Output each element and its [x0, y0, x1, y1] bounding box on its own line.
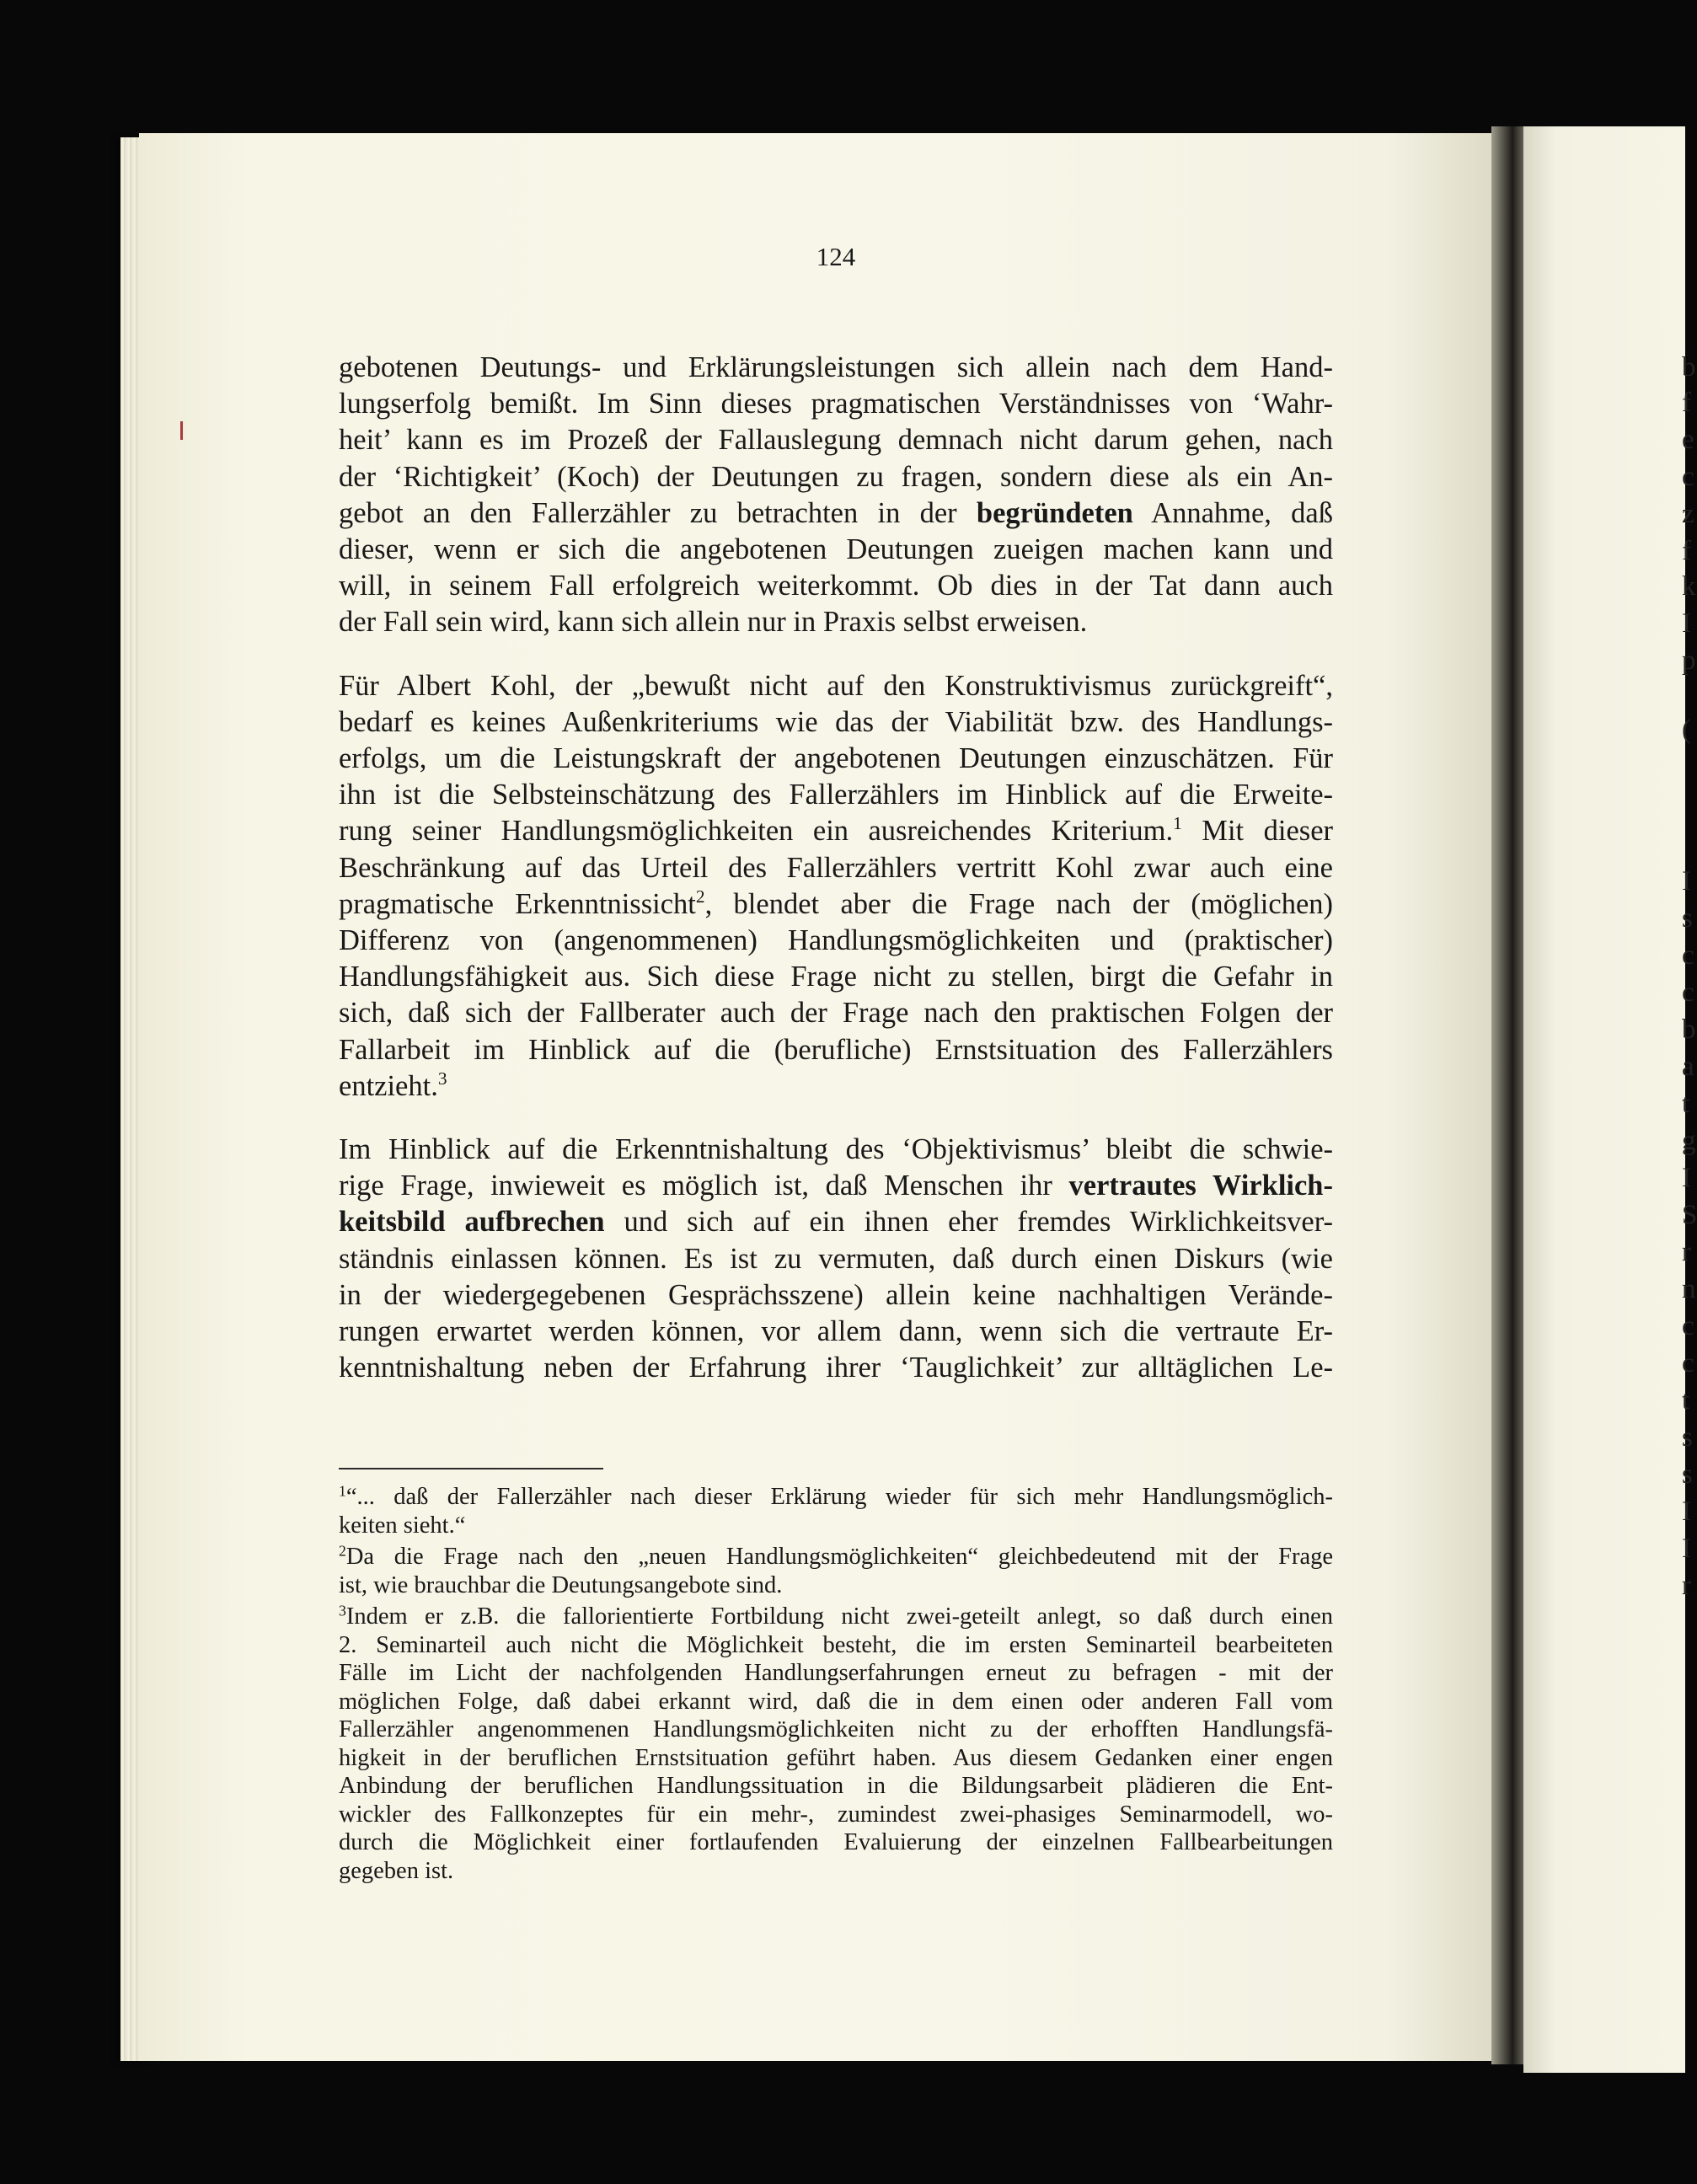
text-run: Da die Frage nach den „neuen Handlungsmöglichkeiten“ gleichbedeutend mit der Frage	[345, 1544, 1333, 1570]
bold-term: vertrautes Wirklich-	[1068, 1170, 1333, 1202]
right-page-fragment: b	[1682, 1014, 1696, 1045]
text-run: Annahme, daß	[1132, 496, 1333, 529]
right-page-fragment: s	[1682, 1422, 1693, 1453]
right-page-fragment: c	[1682, 940, 1694, 971]
right-page-fragment: a	[1682, 1052, 1694, 1082]
text-line: rungen erwartet werden können, vor allem dann, wenn sich die vertraute Er-	[339, 1315, 1333, 1348]
right-page-edge	[1523, 126, 1697, 2073]
text-line: sich, daß sich der Fallberater auch der Frage nach den praktischen Folgen der	[339, 997, 1333, 1030]
footnote-line	[339, 1483, 1333, 1512]
right-page-fragment: f	[1682, 536, 1691, 566]
text-line	[339, 886, 1333, 923]
footnote-line	[339, 1543, 1333, 1571]
right-page-fragment: t	[1682, 1385, 1690, 1416]
footnote-line: Fallerzähler angenommenen Handlungsmöglichkeiten nicht zu der erhofften Handlungsfä-	[339, 1716, 1333, 1742]
paragraph-2	[339, 668, 1333, 1105]
footnote-line: 2. Seminarteil auch nicht die Möglichkeit besteht, die im ersten Seminarteil bearbeiteten	[339, 1631, 1333, 1658]
text-run: rige Frage, inwieweit es möglich ist, daß Menschen ihr	[339, 1170, 1069, 1202]
footnote-line: Fälle im Licht der nachfolgenden Handlungserfahrungen erneut zu befragen - mit der	[339, 1660, 1333, 1686]
footnote-line: keiten sieht.“	[339, 1512, 466, 1539]
text-line: Im Hinblick auf die Erkenntnishaltung des ‘Objektivismus’ bleibt die schwie-	[339, 1133, 1333, 1166]
footnote-3	[339, 1603, 1333, 1885]
paragraph-1	[339, 350, 1333, 641]
right-page-fragment: n	[1682, 1274, 1696, 1304]
bold-term: keitsbild aufbrechen	[339, 1206, 605, 1239]
text-line	[339, 1068, 1333, 1105]
text-line	[339, 813, 1333, 849]
text-line: Fallarbeit im Hinblick auf die (berufliche) Ernstsituation des Fallerzählers	[339, 1033, 1333, 1066]
text-line: kenntnishaltung neben der Erfahrung ihrer ‘Tauglichkeit’ zur alltäglichen Le-	[339, 1352, 1333, 1384]
text-run: und sich auf ein ihnen eher fremdes Wirklichkeitsver-	[604, 1206, 1333, 1239]
footnote-1	[339, 1483, 1333, 1539]
right-page-fragment: I	[1682, 866, 1691, 897]
right-page-fragment: I	[1682, 1496, 1691, 1527]
text-line: lungserfolg bemißt. Im Sinn dieses pragmatischen Verständnisses von ‘Wahr-	[339, 388, 1333, 420]
right-page-fragment: I	[1682, 608, 1691, 639]
text-line: bedarf es keines Außenkriteriums wie das der Viabilität bzw. des Handlungs-	[339, 705, 1333, 738]
text-line: der ‘Richtigkeit’ (Koch) der Deutungen zu fragen, sondern diese als ein An-	[339, 460, 1333, 493]
right-page-fragment: b	[1682, 352, 1696, 383]
right-page-fragment: z	[1682, 499, 1694, 529]
footnote-separator	[339, 1468, 603, 1469]
page-number: 124	[816, 242, 856, 271]
text-line: Differenz von (angenommenen) Handlungsmöglichkeiten und (praktischer)	[339, 924, 1333, 957]
text-run: rung seiner Handlungsmöglichkeiten ein ausreichendes Kriterium.	[339, 815, 1174, 848]
footnote-2	[339, 1543, 1333, 1599]
book-gutter	[1491, 126, 1527, 2064]
footnote-mark: 2	[339, 1542, 346, 1560]
right-page-fragment: I	[1682, 1163, 1691, 1193]
right-page-fragment: s	[1682, 1459, 1693, 1490]
right-page-fragment: r	[1682, 1571, 1691, 1601]
text-line: Handlungsfähigkeit aus. Sich diese Frage nicht zu stellen, birgt die Gefahr in	[339, 961, 1333, 993]
text-line: heit’ kann es im Prozeß der Fallauslegung demnach nicht darum gehen, nach	[339, 424, 1333, 457]
footnote-mark: 3	[339, 1602, 346, 1619]
text-line: der Fall sein wird, kann sich allein nur in Praxis selbst erweisen.	[339, 606, 1088, 639]
right-page-fragment: r	[1682, 1237, 1691, 1267]
right-page-fragment: t	[1682, 1089, 1690, 1119]
footnote-line	[339, 1603, 1333, 1631]
text-line: erfolgs, um die Leistungskraft der angebotenen Deutungen einzuschätzen. Für	[339, 742, 1333, 775]
text-run: gebot an den Fallerzähler zu betrachten in der	[339, 496, 977, 529]
text-line: Für Albert Kohl, der „bewußt nicht auf den Konstruktivismus zurückgreift“,	[339, 669, 1333, 702]
paragraph-3	[339, 1132, 1333, 1386]
right-page-fragment: g	[1682, 1126, 1696, 1156]
right-page-fragment: e	[1682, 425, 1694, 455]
text-run: Mit dieser	[1181, 815, 1333, 848]
footnote-line: möglichen Folge, daß dabei erkannt wird, daß die in dem einen oder anderen Fall vom	[339, 1688, 1333, 1715]
footnote-line: higkeit in der beruflichen Ernstsituation geführt haben. Aus diesem Gedanken einer engen	[339, 1744, 1333, 1771]
right-page-fragment: c	[1682, 462, 1694, 492]
text-line: will, in seinem Fall erfolgreich weiterkommt. Ob dies in der Tat dann auch	[339, 570, 1333, 602]
text-run: Indem er z.B. die fallorientierte Fortbildung nicht zwei-geteilt anlegt, so daß durch einen	[345, 1603, 1333, 1630]
text-line: dieser, wenn er sich die angebotenen Deutungen zueigen machen kann und	[339, 533, 1333, 566]
right-page-fragment: I	[1682, 1534, 1691, 1564]
right-page-fragment: f	[1682, 388, 1691, 418]
body-text	[339, 350, 1333, 1413]
text-line: ständnis einlassen können. Es ist zu vermuten, daß durch einen Diskurs (wie	[339, 1242, 1333, 1275]
right-page-fragment: (	[1682, 715, 1691, 745]
right-page-fragment: c	[1682, 977, 1694, 1008]
text-line: gebotenen Deutungs- und Erklärungsleistungen sich allein nach dem Hand-	[339, 351, 1333, 383]
footnote-line: wickler des Fallkonzeptes für ein mehr-, zumindest zwei-phasiges Seminarmodell, wo-	[339, 1801, 1333, 1828]
right-page-fragment: c	[1682, 1348, 1694, 1378]
text-run: pragmatische Erkenntnissicht	[339, 887, 696, 920]
footnote-ref: 1	[1173, 813, 1182, 834]
footnote-line: Anbindung der beruflichen Handlungssituation in die Bildungsarbeit plädieren die Ent-	[339, 1773, 1333, 1799]
text-line	[339, 495, 1333, 532]
text-line	[339, 1204, 1333, 1240]
footnote-mark: 1	[339, 1482, 346, 1500]
footnote-line: ist, wie brauchbar die Deutungsangebote sind.	[339, 1571, 783, 1598]
right-page-fragment: k	[1682, 571, 1696, 602]
bold-term: begründeten	[976, 496, 1133, 529]
text-run: entzieht.	[339, 1069, 438, 1102]
right-page-fragment: p	[1682, 645, 1696, 676]
text-line: ihn ist die Selbsteinschätzung des Fallerzählers im Hinblick auf die Erweite-	[339, 779, 1333, 811]
right-page-fragment: s	[1682, 903, 1693, 934]
right-page-fragment: S	[1682, 1200, 1697, 1230]
footnote-line: durch die Möglichkeit einer fortlaufenden Evaluierung der einzelnen Fallbearbeitungen	[339, 1829, 1333, 1855]
footnote-ref: 2	[695, 886, 705, 907]
text-line: in der wiedergegebenen Gesprächsszene) allein keine nachhaltigen Verände-	[339, 1278, 1333, 1311]
footnote-line: gegeben ist.	[339, 1857, 454, 1884]
text-run: , blendet aber die Frage nach der (möglichen)	[704, 887, 1333, 920]
text-line	[339, 1168, 1333, 1204]
text-run: “... daß der Fallerzähler nach dieser Erklärung wieder für sich mehr Handlungsmöglich-	[345, 1484, 1333, 1510]
text-line: Beschränkung auf das Urteil des Fallerzählers vertritt Kohl zwar auch eine	[339, 851, 1333, 884]
margin-mark	[180, 421, 183, 440]
footnote-ref: 3	[437, 1068, 447, 1089]
right-page-fragment: c	[1682, 1311, 1694, 1341]
footnotes	[339, 1483, 1333, 1888]
